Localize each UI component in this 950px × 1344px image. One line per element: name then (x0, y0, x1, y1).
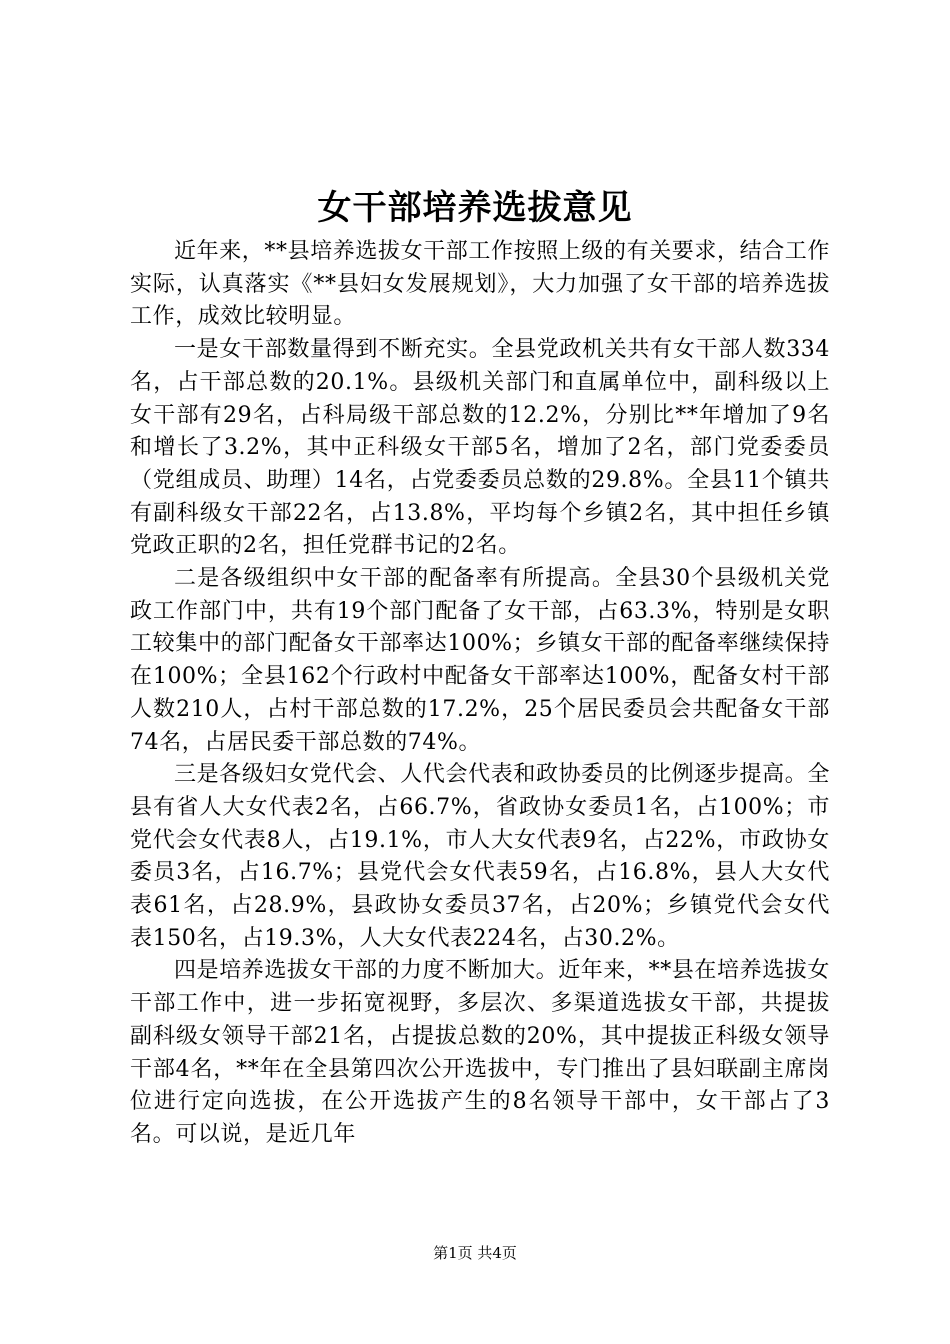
paragraph-point-3: 三是各级妇女党代会、人代会代表和政协委员的比例逐步提高。全县有省人大女代表2名，占66.7%，省政协女委员1名，占100%；市党代会女代表8人，占19.1%，市人大女代表9名，占22%，市政协女委员3名，占16.7%；县党代会女代表59名，占16.8%，县人大女代表61名，占28.9%，县政协女委员37名，占20%；乡镇党代会女代表150名，占19.3%，人大女代表224名，占30.2%。 (130, 762, 830, 951)
paragraph-point-2: 二是各级组织中女干部的配备率有所提高。全县30个县级机关党政工作部门中，共有19个部门配备了女干部，占63.3%，特别是女职工较集中的部门配备女干部率达100%；乡镇女干部的配备率继续保持在100%；全县162个行政村中配备女干部率达100%，配备女村干部人数210人，占村干部总数的17.2%，25个居民委员会共配备女干部74名，占居民委干部总数的74%。 (130, 566, 830, 755)
document-title: 女干部培养选拔意见 (317, 188, 633, 228)
document-body (130, 236, 830, 1152)
paragraph-point-1: 一是女干部数量得到不断充实。全县党政机关共有女干部人数334名，占干部总数的20.1%。县级机关部门和直属单位中，副科级以上女干部有29名，占科局级干部总数的12.2%，分别比**年增加了9名和增长了3.2%，其中正科级女干部5名，增加了2名，部门党委委员（党组成员、助理）14名，占党委委员总数的29.8%。全县11个镇共有副科级女干部22名，占13.8%，平均每个乡镇2名，其中担任乡镇党政正职的2名，担任党群书记的2名。 (130, 337, 830, 559)
page-number-footer: 第1页 共4页 (433, 1244, 517, 1262)
paragraph-intro: 近年来，**县培养选拔女干部工作按照上级的有关要求，结合工作实际，认真落实《**县妇女发展规划》，大力加强了女干部的培养选拔工作，成效比较明显。 (130, 239, 831, 330)
paragraph-point-4: 四是培养选拔女干部的力度不断加大。近年来，**县在培养选拔女干部工作中，进一步拓宽视野，多层次、多渠道选拔女干部，共提拔副科级女领导干部21名，占提拔总数的20%，其中提拔正科级女领导干部4名，**年在全县第四次公开选拔中，专门推出了县妇联副主席岗位进行定向选拔，在公开选拔产生的8名领导干部中，女干部占了3名。可以说，是近几年 (130, 958, 831, 1147)
